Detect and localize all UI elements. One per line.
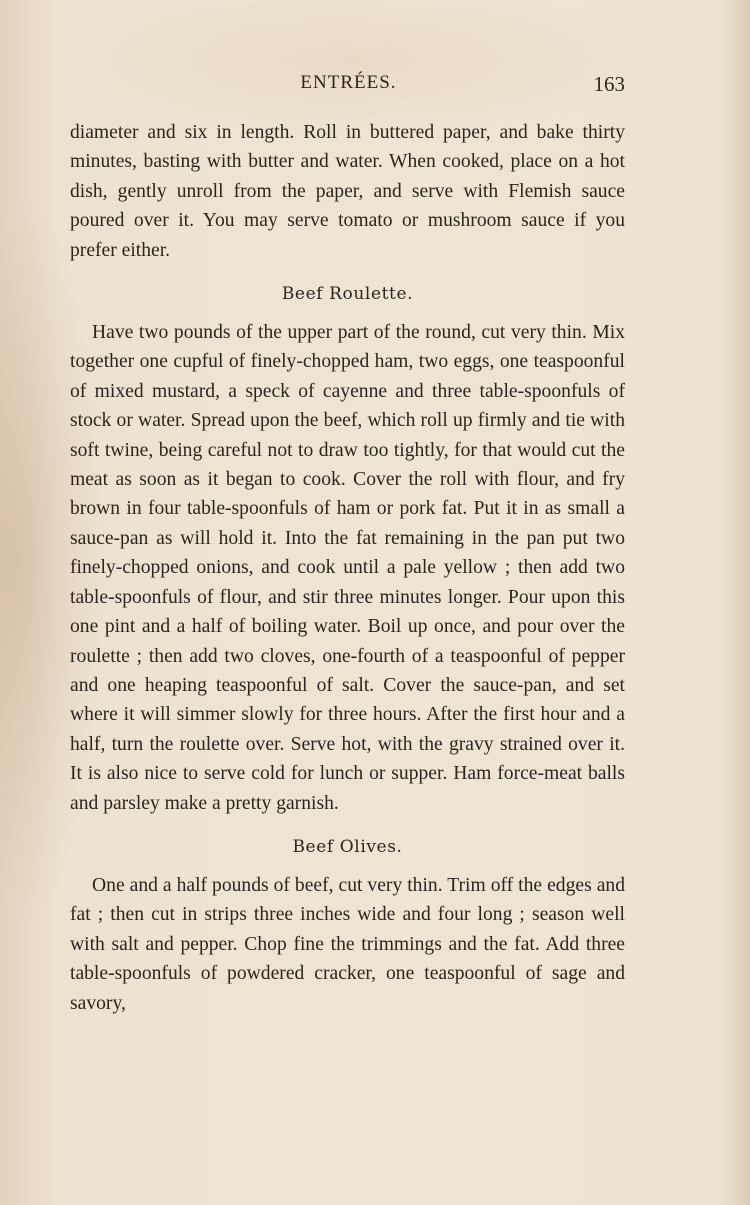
page-number: 163: [593, 72, 625, 96]
section-body-beef-roulette: Have two pounds of the upper part of the round, cut very thin. Mix together one cupful of finely-chopped ham, two eggs, one teaspoonful of mixed mustard, a speck of cayenne and three table-spoonfuls of stock or water. Spread upon the beef, which roll up firmly and tie with soft twine, being careful not to draw too tightly, for that would cut the meat as soon as it began to cook. Cover the roll with flour, and fry brown in four table-spoonfuls of ham or pork fat. Put it in as small a sauce-pan as will hold it. Into the fat remaining in the pan put two finely-chopped onions, and cook until a pale yellow ; then add two table-spoonfuls of flour, and stir three minutes longer. Pour upon this one pint and a half of boiling water. Boil up once, and pour over the roulette ; then add two cloves, one-fourth of a teaspoonful of pepper and one heaping teaspoonful of salt. Cover the sauce-pan, and set where it will simmer slowly for three hours. After the first hour and a half, turn the roulette over. Serve hot, with the gravy strained over it. It is also nice to serve cold for lunch or supper. Ham force-meat balls and parsley make a pretty garnish.: [70, 322, 625, 814]
continuation-paragraph: diameter and six in length. Roll in buttered paper, and bake thirty minutes, basting with butter and water. When cooked, place on a hot dish, gently unroll from the paper, and serve with Flemish sauce poured over it. You may serve tomato or mushroom sauce if you prefer either.: [70, 122, 625, 261]
page-header: [72, 70, 625, 98]
section-heading-beef-olives: Beef Olives.: [292, 836, 403, 857]
section-heading-beef-roulette: Beef Roulette.: [281, 284, 414, 305]
text-block: [70, 118, 625, 1018]
section-body-beef-olives: One and a half pounds of beef, cut very thin. Trim off the edges and fat ; then cut in strips three inches wide and four long ; season well with salt and pepper. Chop fine the trimmings and the fat. Add three table-spoonfuls of powdered cracker, one teaspoonful of sage and savory,: [70, 874, 625, 1014]
running-head: ENTRÉES.: [300, 72, 397, 93]
